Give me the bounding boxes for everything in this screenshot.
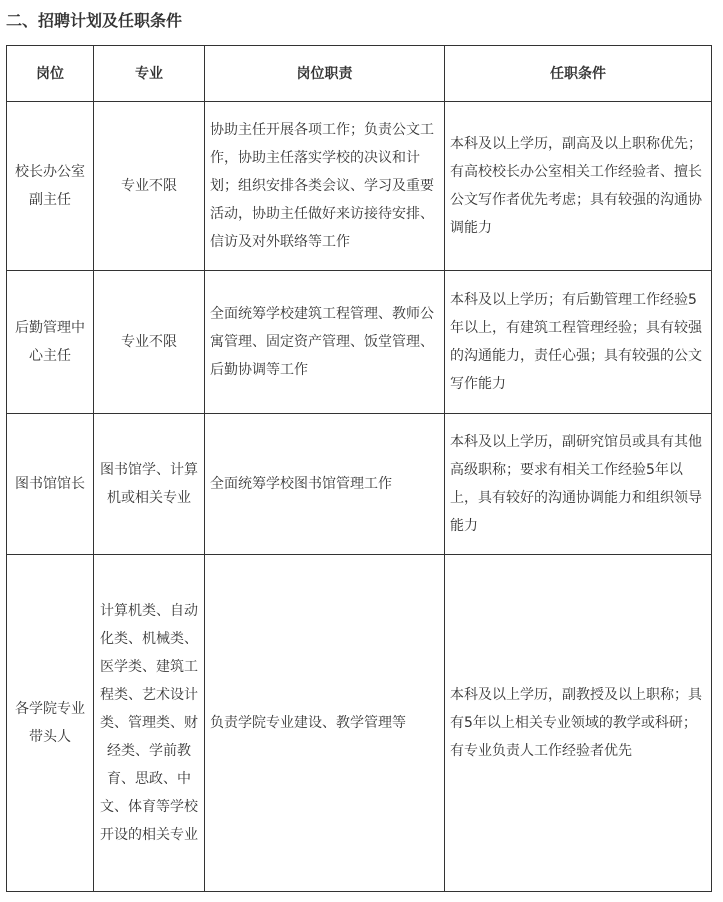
major-cell: 计算机类、自动化类、机械类、医学类、建筑工程类、艺术设计类、管理类、财经类、学前教育、思政、中文、体育等学校开设的相关专业 bbox=[94, 555, 205, 892]
condition-cell: 本科及以上学历，副高及以上职称优先；有高校校长办公室相关工作经验者、擅长公文写作者优先考虑；具有较强的沟通协调能力 bbox=[445, 102, 712, 271]
post-cell: 各学院专业带头人 bbox=[7, 555, 94, 892]
duty-cell: 协助主任开展各项工作；负责公文工作，协助主任落实学校的决议和计划；组织安排各类会议、学习及重要活动，协助主任做好来访接待安排、信访及对外联络等工作 bbox=[205, 102, 445, 271]
condition-cell: 本科及以上学历，副研究馆员或具有其他高级职称；要求有相关工作经验5年以上，具有较好的沟通协调能力和组织领导能力 bbox=[445, 414, 712, 555]
header-condition: 任职条件 bbox=[445, 46, 712, 102]
table-header-row bbox=[7, 46, 712, 102]
recruitment-table bbox=[6, 45, 712, 892]
post-cell: 校长办公室副主任 bbox=[7, 102, 94, 271]
header-post: 岗位 bbox=[7, 46, 94, 102]
duty-cell: 全面统筹学校建筑工程管理、教师公寓管理、固定资产管理、饭堂管理、后勤协调等工作 bbox=[205, 271, 445, 414]
condition-cell: 本科及以上学历，副教授及以上职称；具有5年以上相关专业领域的教学或科研；有专业负责人工作经验者优先 bbox=[445, 555, 712, 892]
duty-cell: 负责学院专业建设、教学管理等 bbox=[205, 555, 445, 892]
major-cell: 专业不限 bbox=[94, 102, 205, 271]
table-row bbox=[7, 414, 712, 555]
post-cell: 图书馆馆长 bbox=[7, 414, 94, 555]
header-major: 专业 bbox=[94, 46, 205, 102]
header-duty: 岗位职责 bbox=[205, 46, 445, 102]
major-cell: 图书馆学、计算机或相关专业 bbox=[94, 414, 205, 555]
table-row bbox=[7, 271, 712, 414]
section-title: 二、招聘计划及任职条件 bbox=[6, 11, 183, 30]
major-cell: 专业不限 bbox=[94, 271, 205, 414]
duty-cell: 全面统筹学校图书馆管理工作 bbox=[205, 414, 445, 555]
table-row bbox=[7, 555, 712, 892]
table-row bbox=[7, 102, 712, 271]
condition-cell: 本科及以上学历；有后勤管理工作经验5年以上，有建筑工程管理经验；具有较强的沟通能力，责任心强；具有较强的公文写作能力 bbox=[445, 271, 712, 414]
post-cell: 后勤管理中心主任 bbox=[7, 271, 94, 414]
